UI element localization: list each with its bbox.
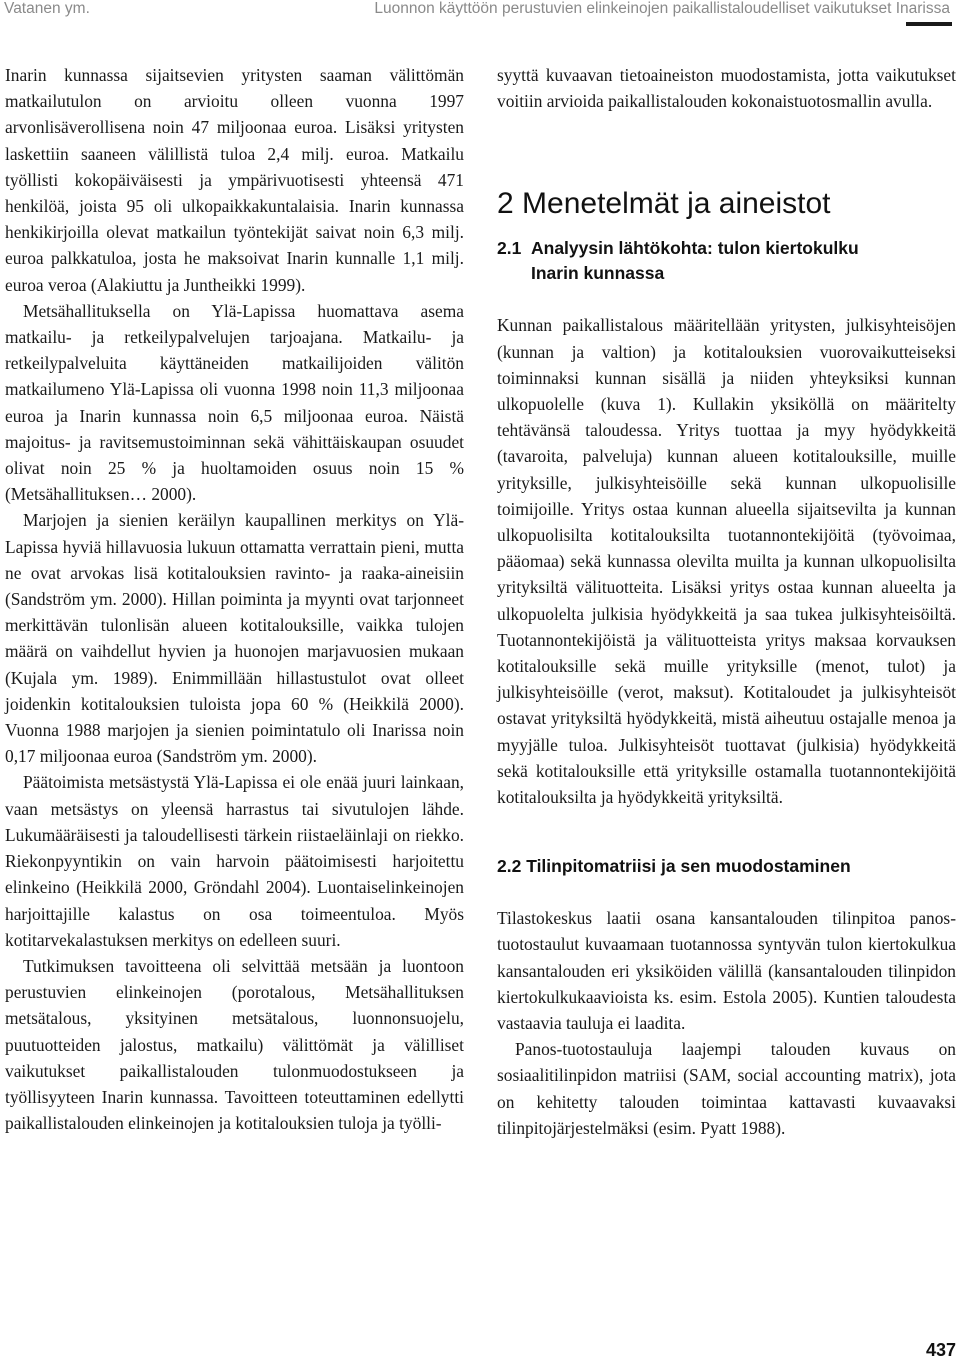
body-paragraph: Tilastokeskus laatii osana kansantalouden tilinpitoa panos-tuotostaulut kuvaamaan tuotannossa syntyvän tulon kiertokulkua kansantalouden eri yksiköiden välillä (kansantalouden tilinpidon kiertokulkukaavioista ks. esim. Estola 2005). Kuntien taloudesta vastaavia tauluja ei laadita. xyxy=(497,908,956,1034)
body-paragraph: Inarin kunnassa sijaitsevien yritysten saaman välittömän matkailutulon on arvioitu olleen vuonna 1997 arvonlisäverollisena noin 47 miljoonaa euroa. Lisäksi yritysten laskettiin saaneen välillistä tuloa 2,4 milj. euroa. Matkailu työllisti kokopäiväisesti ja ympärivuotisesti yhteensä 471 henkilöä, joista 95 oli ulkopaikkakuntalaisia. Inarin kunnassa henkikirjoilla olevat matkailun työntekijät saivat noin 6,3 milj. euroa palkkatuloa, josta he maksoivat Inarin kunnalle 1,1 milj. euroa veroa (Alakiuttu ja Juntheikki 1999). xyxy=(5,65,464,295)
right-column xyxy=(497,62,956,1141)
subsection-title-line2: Inarin kunnassa xyxy=(531,263,665,284)
page-number: 437 xyxy=(925,1340,956,1360)
body-paragraph: Päätoimista metsästystä Ylä-Lapissa ei ole enää juuri lainkaan, vaan metsästys on yleensä harrastus tai sivutulojen lähde. Lukumääräisesti ja taloudellisesti tärkein riistaeläinlaji on riekko. Riekonpyyntikin on vain harvoin päätoimisesti harjoitettu elinkeino (Heikkilä 2000, Gröndahl 2004). Luontaiselinkeinojen harjoittajille kalastus on osa toimeentuloa. Myös kotitarvekalastuksen merkitys on edelleen suuri. xyxy=(5,772,464,950)
running-header xyxy=(0,0,960,24)
subsection-heading xyxy=(497,236,956,286)
body-paragraph: Kunnan paikallistalous määritellään yritysten, julkisyhteisöjen (kunnan ja valtion) ja kotitalouksien vuorovaikutteiseksi toiminnaksi kunnan sisällä ja niiden yhteyksiksi kunnan ulkopuolelle (kuva 1). Kullakin yksiköllä on määritelty tehtävänsä taloudessa. Yritys tuottaa ja myy hyödykkeitä (tavaroita, palveluja) kunnan alueen kotitalouksille, muille yrityksille, julkisyhteisöille sekä kunnan ulkopuolisille toimijoille. Yritys ostaa kunnan alueella sijaitsevilta ja kunnan ulkopuolisilta kotitalouksilta tuotannontekijöitä (työvoimaa, pääomaa) sekä kunnassa olevilta muilta ja kunnan ulkopuolisilta yrityksiltä välituotteita. Lisäksi yritys ostaa kunnan alueelta ja ulkopuolelta julkisia hyödykkeitä ja saa tukea julkisyhteisöiltä. Tuotannontekijöistä ja välituotteista yritys maksaa korvauksen kotitalouksille sekä muille yrityksille (menot, tulot) ja julkisyhteisöille (verot, maksut). Kotitaloudet ja julkisyhteisöt ostavat yrityksiltä hyödykkeitä, mistä aiheutuu ostajalle menoa ja myyjälle tuloa. Julkisyhteisöt tuottavat (julkisia) hyödykkeitä sekä kotitalouksille että yrityksille ostamalla tuotannontekijöitä kotitalouksilta ja hyödykkeitä yrityksiltä. xyxy=(497,315,956,808)
body-paragraph: Metsähallituksella on Ylä-Lapissa huomattava asema matkailu- ja retkeilypalvelujen tarjoajana. Matkailu- ja retkeilypalveluita käyttäneiden matkailijoiden välitön matkailumeno Ylä-Lapissa oli vuonna 1998 noin 11,3 miljoonaa euroa ja Inarin kunnassa noin 6,5 miljoonaa euroa. Näistä majoitus- ja ravitsemustoiminnan sekä vähittäiskaupan osuudet olivat noin 25 % ja huoltamoiden osuus noin 15 % (Metsähallituksen… 2000). xyxy=(5,300,464,505)
body-paragraph: Marjojen ja sienien keräilyn kaupallinen merkitys on Ylä-Lapissa hyviä hillavuosia lukuun ottamatta verrattain pieni, mutta ne ovat arvokas lisä kotitalouksien ravinto- ja raaka-aineisiin (Sandström ym. 2000). Hillan poiminta ja myynti ovat tarjonneet merkittävän tulonlisän alueen kotitalouksille, vaikka tulojen määrä on vaihdellut hyvien ja huonojen marjavuosien mukaan (Kujala ym. 1989). Enimmillään hillastustulot ovat olleet joidenkin kotitalouksien tuloista jopa 60 % (Heikkilä 2000). Vuonna 1988 marjojen ja sienien poimintatulo oli Inarissa noin 0,17 miljoonaa euroa (Sandström ym. 2000). xyxy=(5,510,464,767)
subsection-number: 2.1 xyxy=(497,238,522,259)
section-heading: 2 Menetelmät ja aineistot xyxy=(497,187,831,221)
body-paragraph: Tutkimuksen tavoitteena oli selvittää metsään ja luontoon perustuvien elinkeinojen (porotalous, Metsähallituksen metsätalous, yksityinen metsätalous, luonnonsuojelu, puutuotteiden jalostus, matkailu) välittömät ja välilliset vaikutukset paikallistalouden tulonmuodostukseen ja työllisyyteen Inarin kunnassa. Tavoitteen toteuttaminen edellytti paikallistalouden elinkeinojen ja kotitalouksien tuloja ja työlli- xyxy=(5,955,464,1134)
subsection-heading: 2.2 Tilinpitomatriisi ja sen muodostaminen xyxy=(497,856,851,877)
header-author: Vatanen ym. xyxy=(4,0,90,17)
left-column xyxy=(5,62,464,1136)
body-paragraph: Panos-tuotostauluja laajempi talouden kuvaus on sosiaalitilinpidon matriisi (SAM, social accounting matrix), jota on kehitetty talouden toimintaa kattavasti kuvaavaksi tilinpitojärjestelmäksi (esim. Pyatt 1988). xyxy=(497,1039,956,1138)
subsection-title-line1: Analyysin lähtökohta: tulon kiertokulku xyxy=(531,238,859,259)
body-paragraph-continued: syyttä kuvaavan tietoaineiston muodostamista, jotta vaikutukset voitiin arvioida paikallistalouden kokonaistuotosmallin avulla. xyxy=(497,65,956,112)
header-rule xyxy=(906,22,952,26)
header-running-title: Luonnon käyttöön perustuvien elinkeinojen paikallistaloudelliset vaikutukset Inarissa xyxy=(374,0,950,17)
